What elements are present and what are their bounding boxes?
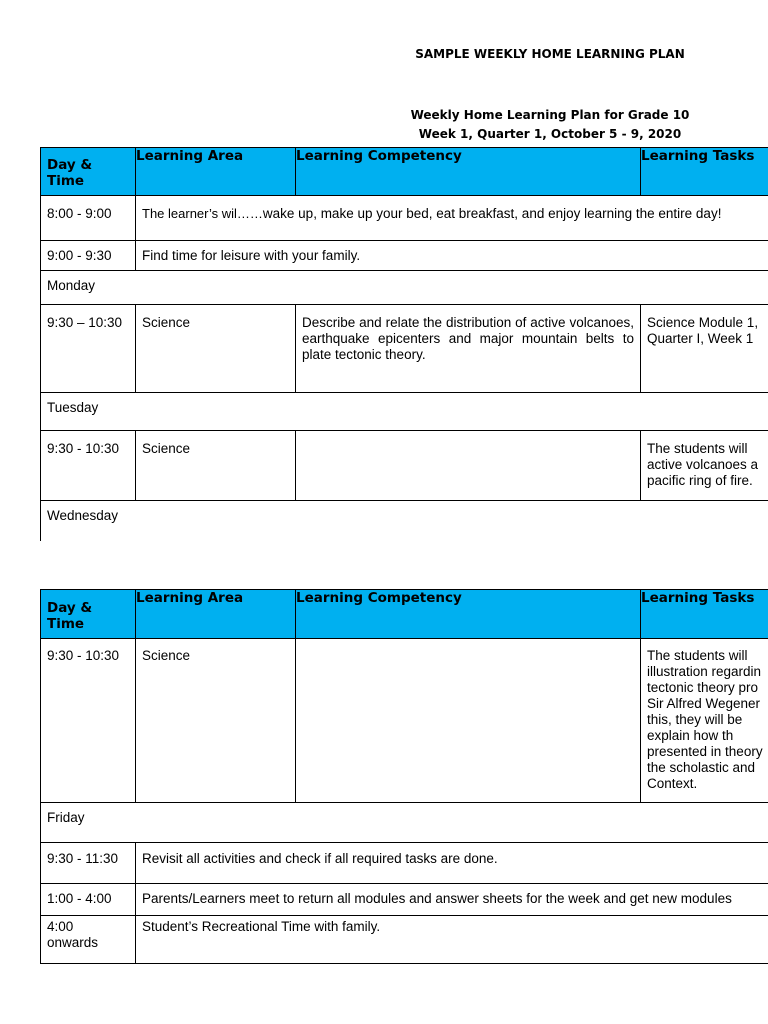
table-row (41, 431, 768, 501)
time-cell (41, 916, 136, 964)
header-learning-tasks: Learning Tasks (641, 590, 768, 639)
day-label-cell: Monday (41, 271, 768, 305)
task-line: the scholastic and (647, 760, 756, 775)
plan-subtitle-week: Week 1, Quarter 1, October 5 - 9, 2020 (418, 127, 682, 141)
table-header-row (41, 590, 768, 639)
activity-text-part: wake up, make up your bed, eat breakfast, and enjoy learning the entire day! (262, 206, 722, 221)
time-cell: 9:30 - 11:30 (41, 843, 136, 884)
day-label-cell: Friday (41, 803, 768, 843)
task-line: Sir Alfred Wegener (647, 696, 761, 711)
time-cell: 9:00 - 9:30 (41, 241, 136, 271)
time-cell: 1:00 - 4:00 (41, 884, 136, 916)
task-line: active volcanoes a (647, 457, 759, 472)
task-line: presented in theory (647, 744, 763, 759)
learning-plan-table-1 (40, 147, 768, 541)
task-line: Quarter I, Week 1 (647, 331, 754, 346)
learning-tasks-cell (641, 305, 768, 393)
header-day-time: Day & Time (41, 148, 136, 196)
task-line: this, they will be (647, 712, 743, 727)
activity-cell: Revisit all activities and check if all required tasks are done. (136, 843, 768, 884)
day-row-monday (41, 271, 768, 305)
time-cell: 8:00 - 9:00 (41, 196, 136, 241)
task-line: Context. (647, 776, 698, 791)
table-row (41, 639, 768, 803)
task-line: Science Module 1, (647, 315, 759, 330)
learning-plan-table-2 (40, 589, 768, 964)
activity-cell: Student’s Recreational Time with family. (136, 916, 768, 964)
learning-area-cell: Science (136, 305, 296, 393)
day-row-wednesday (41, 501, 768, 541)
learning-competency-cell (296, 639, 641, 803)
time-line: onwards (47, 935, 99, 950)
learning-competency-cell (296, 431, 641, 501)
header-learning-area: Learning Area (136, 148, 296, 196)
time-cell: 9:30 – 10:30 (41, 305, 136, 393)
table-row (41, 843, 768, 884)
table-row (41, 196, 768, 241)
header-learning-competency: Learning Competency (296, 148, 641, 196)
learning-competency-cell: Describe and relate the distribution of active volcanoes, earthquake epicenters and major mountain belts to plate tectonic theory. (296, 305, 641, 393)
day-label-cell: Tuesday (41, 393, 768, 431)
time-line: 4:00 (47, 919, 74, 934)
table-row (41, 305, 768, 393)
activity-cell (136, 196, 768, 241)
day-row-tuesday (41, 393, 768, 431)
activity-cell: Find time for leisure with your family. (136, 241, 768, 271)
activity-cell: Parents/Learners meet to return all modules and answer sheets for the week and get new modules (136, 884, 768, 916)
learning-tasks-cell (641, 431, 768, 501)
task-line: pacific ring of fire. (647, 473, 753, 488)
table-row (41, 916, 768, 964)
table-row (41, 241, 768, 271)
time-cell: 9:30 - 10:30 (41, 431, 136, 501)
learning-area-cell: Science (136, 431, 296, 501)
learning-area-cell: Science (136, 639, 296, 803)
learning-tasks-cell (641, 639, 768, 803)
task-line: explain how th (647, 728, 734, 743)
day-row-friday (41, 803, 768, 843)
task-line: tectonic theory pro (647, 680, 759, 695)
header-day-time: Day & Time (41, 590, 136, 639)
header-learning-competency: Learning Competency (296, 590, 641, 639)
header-learning-tasks: Learning Tasks (641, 148, 768, 196)
document-title: SAMPLE WEEKLY HOME LEARNING PLAN (415, 47, 685, 61)
plan-subtitle-grade: Weekly Home Learning Plan for Grade 10 (410, 108, 690, 122)
task-line: The students will (647, 441, 748, 456)
header-learning-area: Learning Area (136, 590, 296, 639)
time-cell: 9:30 - 10:30 (41, 639, 136, 803)
table-header-row (41, 148, 768, 196)
task-line: The students will (647, 648, 748, 663)
table-row (41, 884, 768, 916)
activity-text-part: The learner’s wil…… (142, 206, 263, 221)
day-label-cell: Wednesday (41, 501, 768, 541)
task-line: illustration regardin (647, 664, 762, 679)
